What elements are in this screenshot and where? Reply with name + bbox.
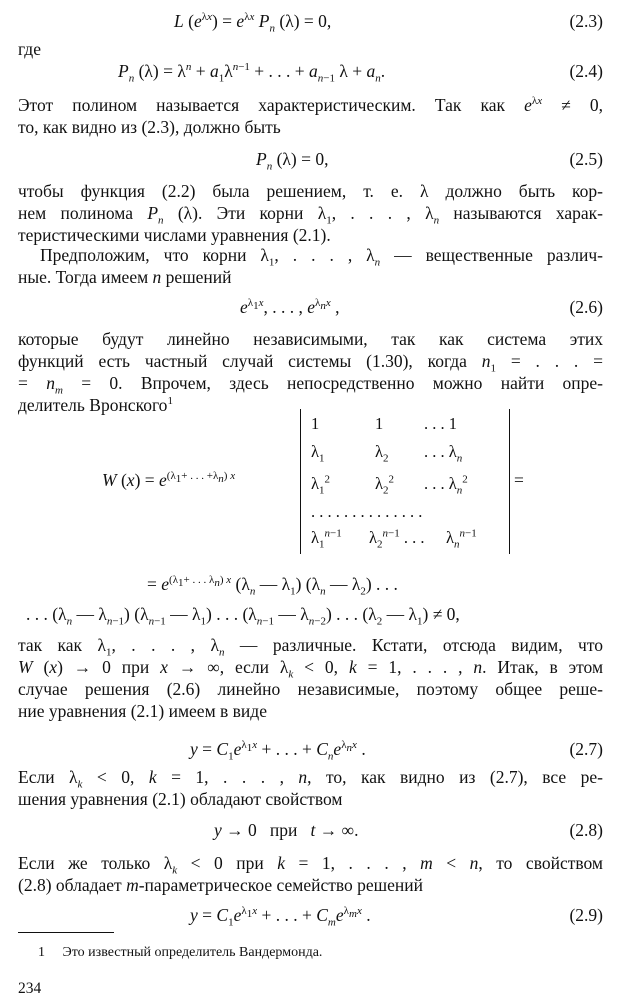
equation-formula: $y = C_1e^{\lambda_1x}$ + . . . + $C_ne^{\lambda_nx}$ . bbox=[190, 739, 366, 763]
text-line: = $n_m = 0$. Впрочем, здесь непосредственно можно найти опре- bbox=[18, 373, 603, 397]
equation-formula: $P_n$ (λ) = 0, bbox=[256, 149, 329, 173]
text-line: ние уравнения (2.1) имеем в виде bbox=[18, 701, 267, 721]
paragraph bbox=[18, 94, 603, 138]
footnote-rule bbox=[18, 932, 114, 933]
text-line: чтобы функция (2.2) была решением, т. е. λ должно быть кор- bbox=[18, 181, 603, 201]
text-line: нем полинома $P_n$ (λ). Эти корни $\lambda_1$, . . . , $\lambda_n$ называются харак- bbox=[18, 203, 603, 227]
equation-formula: W $(x) = e^{(\lambda_1+ . . . +\lambda_n) x}$ bbox=[102, 470, 236, 490]
vandermonde-determinant: 1 1 . . . 1 $\lambda_1$ $\lambda_2$ . . . $\lambda_n$ $\lambda_1^2$ $\lambda_2^2$ . . . $\lambda_n^2$ . . . . . . . . . . . . . . $\lambda_1^{n-1}$ $\lambda_2^{n-1}$ . . . $\lambda_n^{n-1}$ bbox=[300, 409, 510, 554]
equation-formula: . . . ($\lambda_n$ — $\lambda_{n-1}$) ($\lambda_{n-1}$ — $\lambda_1$) . . . ($\lambda_{n-1}$ — $\lambda_{n-2}$) . . . ($\lambda_2$ — $\lambda_1) \ne 0$, bbox=[26, 604, 460, 628]
text-line: шения уравнения (2.1) обладают свойством bbox=[18, 789, 343, 809]
paragraph bbox=[18, 328, 603, 416]
paragraph bbox=[18, 634, 603, 722]
paragraph bbox=[18, 766, 603, 810]
text-line: теристическими числами уравнения (2.1). bbox=[18, 225, 331, 245]
text-line: Этот полином называется характеристическим. Так как $e^{\lambda x} \ne 0$, bbox=[18, 95, 604, 115]
equation-formula: $P_n$ $(\lambda) = \lambda^n + a_1\lambda^{n-1}$ + . . . + $a_{n-1}$ $\lambda + a_n$. bbox=[118, 61, 386, 85]
footnote-text: Это известный определитель Вандермонда. bbox=[62, 945, 323, 960]
page-number: 234 bbox=[18, 980, 42, 997]
footnote bbox=[18, 942, 603, 964]
paragraph bbox=[18, 244, 603, 288]
paragraph bbox=[18, 180, 603, 246]
equation-formula: $e^{\lambda_1x}$, . . . , $e^{\lambda_nx}$ , bbox=[240, 297, 340, 317]
equation-formula: y → 0 при t → ∞. bbox=[214, 820, 359, 840]
text-line: которые будут линейно независимыми, так как система этих bbox=[18, 329, 603, 349]
text-line: Если же только $\lambda_k < 0$ при k = 1, . . . , m < n, то свойством bbox=[18, 853, 604, 877]
text-line: W (x) → 0 при x → ∞, если $\lambda_k < 0$, k = 1, . . . , n. Итак, в этом bbox=[18, 657, 604, 681]
text-line: Если $\lambda_k < 0$, k = 1, . . . , n, то, как видно из (2.7), все ре- bbox=[18, 767, 603, 791]
text-line: так как $\lambda_1$, . . . , $\lambda_n$ — различные. Кстати, отсюда видим, что bbox=[18, 635, 603, 659]
equation-number: (2.7) bbox=[569, 739, 603, 759]
equation-number: (2.5) bbox=[569, 149, 603, 169]
equation-number: (2.8) bbox=[569, 820, 603, 840]
footnote-mark: 1 bbox=[38, 945, 45, 960]
equation-formula: = $e^{(\lambda_1+ . . . \lambda_n) x}$ ($\lambda_n$ — $\lambda_1$) ($\lambda_n$ — $\lambda_2$) . . . bbox=[147, 574, 398, 598]
text-line: Предположим, что корни $\lambda_1$, . . . , $\lambda_n$ — вещественные различ- bbox=[40, 245, 603, 269]
equals-sign: = bbox=[514, 470, 524, 490]
text-line: то, как видно из (2.3), должно быть bbox=[18, 117, 281, 137]
equation-formula: L $(e^{\lambda x}) = e^{\lambda x}$ $P_n$ (λ) = 0, bbox=[174, 11, 332, 35]
text-line: функций есть частный случай системы (1.30), когда $n_1$ = . . . = bbox=[18, 351, 604, 375]
text-line: (2.8) обладает m-параметрическое семейство решений bbox=[18, 875, 424, 895]
equation-number: (2.9) bbox=[569, 905, 603, 925]
paragraph bbox=[18, 852, 603, 896]
equation-number: (2.6) bbox=[569, 297, 603, 317]
text-line: ные. Тогда имеем n решений bbox=[18, 267, 232, 287]
equation-formula: $y = C_1e^{\lambda_1x}$ + . . . + $C_me^{\lambda_mx}$ . bbox=[190, 905, 371, 929]
text-line: делитель Вронского$^1$ bbox=[18, 395, 173, 415]
equation-number: (2.3) bbox=[569, 11, 603, 31]
equation-number: (2.4) bbox=[569, 61, 603, 81]
text-line: случае решения (2.6) линейно независимые, поэтому общее реше- bbox=[18, 679, 603, 699]
